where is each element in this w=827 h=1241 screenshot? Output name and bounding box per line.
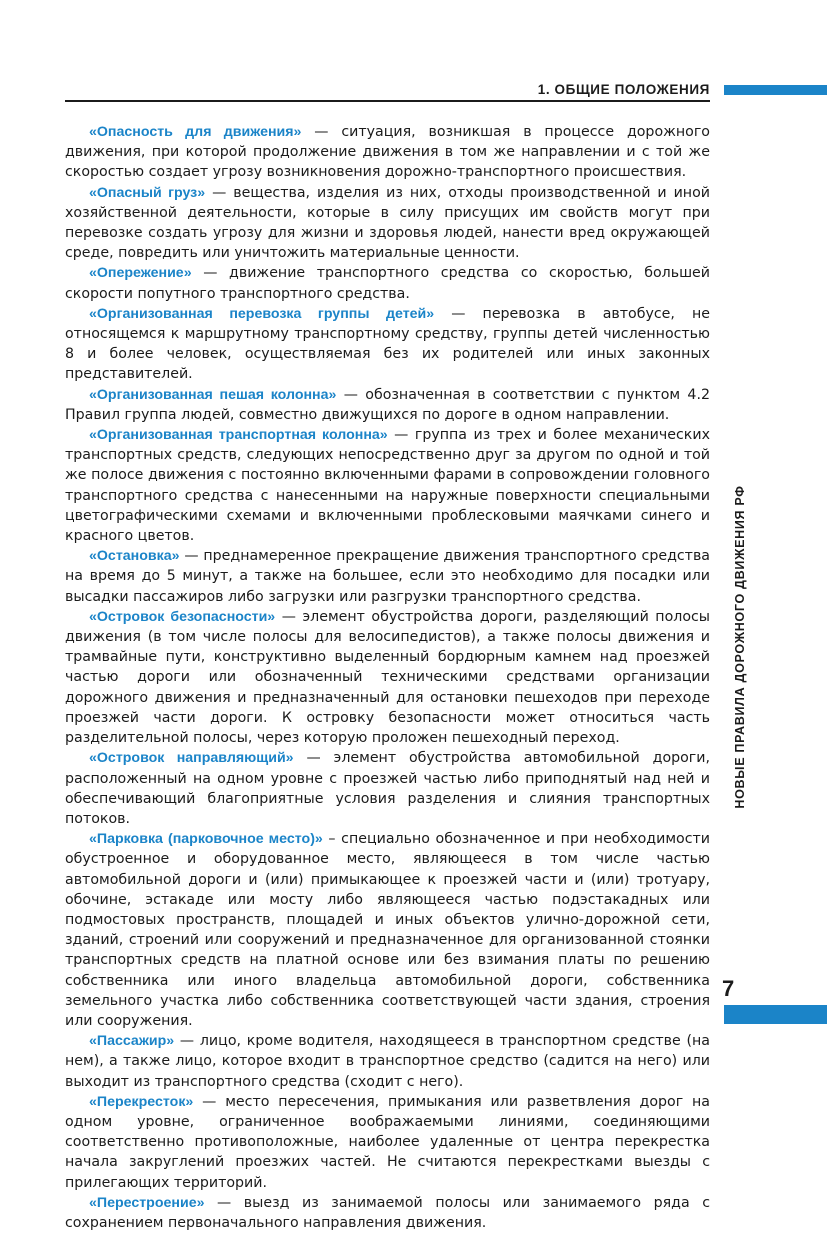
definition-entry (65, 607, 710, 748)
definition: — вещества, изделия из них, отходы производственной и иной хозяйственной деятельности, которые в силу присущих им свойств могут при перевозке создать угрозу для жизни и здоровья людей, нанести вред окружающей среде, повредить или уничтожить материальные ценности. (65, 184, 710, 262)
definition: — движение транспортного средства со скоростью, большей скорости попутного транспортного средства. (65, 265, 710, 302)
definition-entry (65, 748, 710, 829)
term: «Перестроение» (89, 1194, 205, 1211)
definition-entry (65, 183, 710, 264)
definition: — перевозка в автобусе, не относящемся к маршрутному транспортному средству, группы детей численностью 8 и более человек, осуществляемая без их родителей или иных законных представителей. (65, 305, 710, 383)
term: «Организованная пешая колонна» (89, 386, 337, 403)
definitions-list (65, 122, 710, 1233)
term: «Организованная перевозка группы детей» (89, 305, 435, 322)
definition: — выезд из занимаемой полосы или занимаемого ряда с сохранением первоначального направления движения. (65, 1194, 710, 1231)
definition-entry (65, 304, 710, 385)
term: «Пассажир» (89, 1033, 175, 1050)
definition: — группа из трех и более механических транспортных средств, следующих непосредственно друг за другом по одной и той же полосе движения с постоянно включенными фарами в сопровождении головного транспортного средства с нанесенными на наружные поверхности специальными цветографическими схемами и включенными проблесковыми маячками синего и красного цветов. (65, 427, 710, 545)
term: «Опережение» (89, 265, 192, 282)
definition-entry (65, 122, 710, 183)
definition-entry (65, 385, 710, 425)
definition: – специально обозначенное и при необходимости обустроенное и оборудованное место, являющееся в том числе частью автомобильной дороги и (или) примыкающее к проезжей части и (или) тротуару, обочине, эстакаде или мосту либо являющееся частью подэстакадных или подмостовых пространств, площадей и иных объектов улично-дорожной сети, зданий, строений или сооружений и предназначенное для организованной стоянки транспортных средств на платной основе или без взимания платы по решению собственника или иного владельца автомобильной дороги, собственника земельного участка либо собственника соответствующей части здания, строения или сооружения. (65, 831, 710, 1029)
definition-entry (65, 1193, 710, 1233)
definition: — преднамеренное прекращение движения транспортного средства на время до 5 минут, а также на большее, если это необходимо для посадки или высадки пассажиров либо загрузки или разгрузки транспортного средства. (65, 548, 710, 605)
header-accent-bar (724, 85, 827, 95)
definition: — лицо, кроме водителя, находящееся в транспортном средстве (на нем), а также лицо, которое входит в транспортное средство (садится на него) или выходит из транспортного средства (сходит с него). (65, 1033, 710, 1090)
definition: — место пересечения, примыкания или разветвления дорог на одном уровне, ограниченное воображаемыми линиями, соединяющими соответственно противоположные, наиболее удаленные от центра перекрестка начала закруглений проезжих частей. Не считаются перекрестками выезды с прилегающих территорий. (65, 1093, 710, 1191)
section-title: 1. ОБЩИЕ ПОЛОЖЕНИЯ (537, 82, 710, 97)
side-title-text: НОВЫЕ ПРАВИЛА ДОРОЖНОГО ДВИЖЕНИЯ РФ (733, 485, 747, 809)
side-title (730, 470, 750, 830)
term: «Островок направляющий» (89, 750, 294, 767)
header-rule (65, 100, 710, 102)
definition: — элемент обустройства автомобильной дороги, расположенный на одном уровне с проезжей частью либо приподнятый над ней и обеспечивающий благоприятные условия разделения и слияния транспортных потоков. (65, 750, 710, 827)
page-number-accent-bar (724, 1005, 827, 1024)
page-number: 7 (722, 976, 735, 1001)
term: «Перекресток» (89, 1093, 194, 1110)
term: «Опасность для движения» (89, 124, 302, 140)
term: «Островок безопасности» (89, 608, 276, 625)
term: «Парковка (парковочное место)» (89, 831, 323, 848)
definition-entry (65, 1031, 710, 1092)
definition: — элемент обустройства дороги, разделяющий полосы движения (в том числе полосы для велосипедистов), а также полосы движения и трамвайные пути, конструктивно выделенный бордюрным камнем над проезжей частью дороги или обозначенный техническими средствами организации дорожного движения и предназначенный для остановки пешеходов при переходе проезжей части дороги. К островку безопасности может относиться часть разделительной полосы, через которую проложен пешеходный переход. (65, 608, 710, 747)
term: «Остановка» (89, 548, 180, 565)
definition-entry (65, 829, 710, 1031)
term: «Организованная транспортная колонна» (89, 427, 388, 444)
definition: — ситуация, возникшая в процессе дорожного движения, при которой продолжение движения в том же направлении и с той же скоростью создает угрозу возникновения дорожно-транспортного происшествия. (65, 124, 710, 181)
definition: — обозначенная в соответствии с пунктом 4.2 Правил группа людей, совместно движущихся по дороге в одном направлении. (65, 386, 710, 423)
definition-entry (65, 1092, 710, 1193)
definition-entry (65, 425, 710, 546)
definition-entry (65, 546, 710, 607)
definition-entry (65, 263, 710, 303)
term: «Опасный груз» (89, 184, 206, 201)
